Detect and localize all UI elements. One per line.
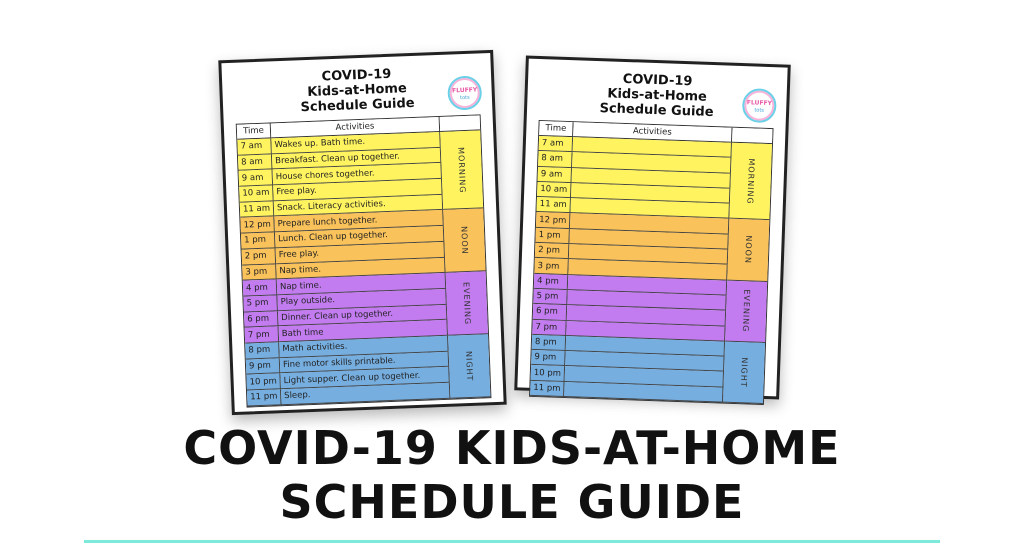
- schedule-table: [236, 114, 492, 407]
- period-label-morning: [440, 130, 483, 210]
- period-label: NOON: [743, 235, 754, 265]
- time-cell: 9 am: [239, 170, 274, 187]
- logo-text: tots: [754, 107, 765, 114]
- activity-cell: Snack. Literacy activities.: [274, 195, 443, 217]
- time-cell: 1 pm: [535, 228, 570, 244]
- sheet-title-line: Kids-at-Home: [607, 86, 708, 105]
- time-cell: 1 pm: [241, 232, 276, 249]
- logo-text: FLUFFY: [451, 86, 478, 95]
- activity-cell: Nap time.: [277, 273, 446, 295]
- time-cell: 5 pm: [243, 295, 278, 312]
- activity-cell: House chores together.: [273, 163, 442, 185]
- period-label-night: [723, 341, 765, 404]
- activity-cell: Sleep.: [281, 383, 450, 405]
- time-cell: 6 pm: [533, 304, 568, 320]
- logo-text: tots: [460, 94, 470, 102]
- sheet-title-line: COVID-19: [622, 71, 693, 90]
- sheet-title-line: Kids-at-Home: [307, 81, 408, 101]
- time-cell: 2 pm: [535, 243, 570, 259]
- fluffy-logo-icon: [447, 75, 482, 110]
- schedule-table: [529, 120, 774, 405]
- time-column-header: Time: [237, 123, 272, 139]
- logo-text: FLUFFY: [746, 99, 773, 108]
- activity-cell: Free play.: [273, 179, 442, 201]
- period-column-header: [440, 115, 481, 132]
- sheet-title-line: Schedule Guide: [300, 95, 415, 116]
- accent-divider: [84, 540, 940, 543]
- time-cell: 10 am: [537, 182, 572, 198]
- period-label-evening: [725, 280, 767, 343]
- time-cell: 10 am: [239, 185, 274, 202]
- period-label: EVENING: [461, 281, 473, 325]
- time-cell: 8 pm: [532, 335, 567, 351]
- time-cell: 11 am: [536, 197, 571, 213]
- period-label: EVENING: [740, 289, 752, 333]
- sheet-title-line: COVID-19: [321, 66, 392, 85]
- period-label: MORNING: [456, 146, 468, 194]
- time-cell: 4 pm: [534, 274, 569, 290]
- time-cell: 8 pm: [245, 342, 280, 359]
- time-cell: 4 pm: [243, 280, 278, 297]
- fluffy-logo-icon: [742, 88, 777, 123]
- activity-cell: Bath time: [279, 320, 448, 342]
- time-cell: 9 pm: [246, 358, 281, 375]
- time-cell: 8 am: [238, 154, 273, 171]
- period-label-night: [448, 334, 490, 398]
- schedule-sheet-filled: [218, 50, 506, 415]
- activities-column-header: Activities: [271, 117, 440, 138]
- time-cell: 12 pm: [240, 217, 275, 234]
- activity-cell: Light supper. Clean up together.: [280, 367, 449, 389]
- time-cell: 8 am: [538, 151, 573, 167]
- period-label: NOON: [459, 225, 470, 255]
- time-cell: 2 pm: [242, 248, 277, 265]
- time-cell: 9 am: [538, 167, 573, 183]
- time-cell: 11 pm: [247, 389, 282, 406]
- time-cell: 12 pm: [536, 212, 571, 228]
- time-cell: 11 pm: [530, 381, 565, 397]
- period-label: MORNING: [745, 157, 756, 205]
- sheet-title: [234, 63, 481, 117]
- activity-cell: Breakfast. Clean up together.: [272, 148, 441, 170]
- time-cell: 11 am: [240, 201, 275, 218]
- activity-cell: Free play.: [276, 242, 445, 264]
- time-cell: 7 am: [237, 138, 272, 155]
- activity-cell: Math activities.: [279, 336, 448, 358]
- activities-column-header: Activities: [573, 122, 732, 143]
- sheet-title: [539, 69, 775, 122]
- time-cell: 5 pm: [533, 289, 568, 305]
- time-cell: 6 pm: [244, 311, 279, 328]
- time-cell: 7 pm: [245, 327, 280, 344]
- sheet-title-line: Schedule Guide: [599, 101, 714, 121]
- period-label-evening: [446, 271, 488, 335]
- activity-cell: Fine motor skills printable.: [280, 351, 449, 373]
- time-cell: 3 pm: [534, 258, 569, 274]
- headline-line-1: COVID-19 KIDS-AT-HOME: [183, 421, 841, 475]
- activity-cell: Play outside.: [277, 289, 446, 311]
- period-label-noon: [443, 209, 485, 273]
- period-label: NIGHT: [738, 356, 750, 388]
- activity-cell: Dinner. Clean up together.: [278, 304, 447, 326]
- time-cell: 9 pm: [531, 350, 566, 366]
- time-cell: 3 pm: [242, 264, 277, 281]
- period-label-noon: [727, 219, 769, 282]
- activity-cell: Prepare lunch together.: [274, 210, 443, 232]
- activity-cell: Nap time.: [276, 257, 445, 279]
- period-label-morning: [729, 143, 772, 221]
- activity-cell: Lunch. Clean up together.: [275, 226, 444, 248]
- time-cell: 7 pm: [532, 319, 567, 335]
- headline-line-2: SCHEDULE GUIDE: [279, 475, 745, 529]
- time-cell: 10 pm: [531, 365, 566, 381]
- time-column-header: Time: [539, 121, 574, 137]
- time-cell: 7 am: [539, 136, 574, 152]
- period-column-header: [732, 128, 772, 144]
- period-label: NIGHT: [464, 350, 475, 382]
- activity-cell: Wakes up. Bath time.: [271, 132, 440, 154]
- time-cell: 10 pm: [246, 374, 281, 391]
- schedule-sheet-blank: [514, 55, 791, 399]
